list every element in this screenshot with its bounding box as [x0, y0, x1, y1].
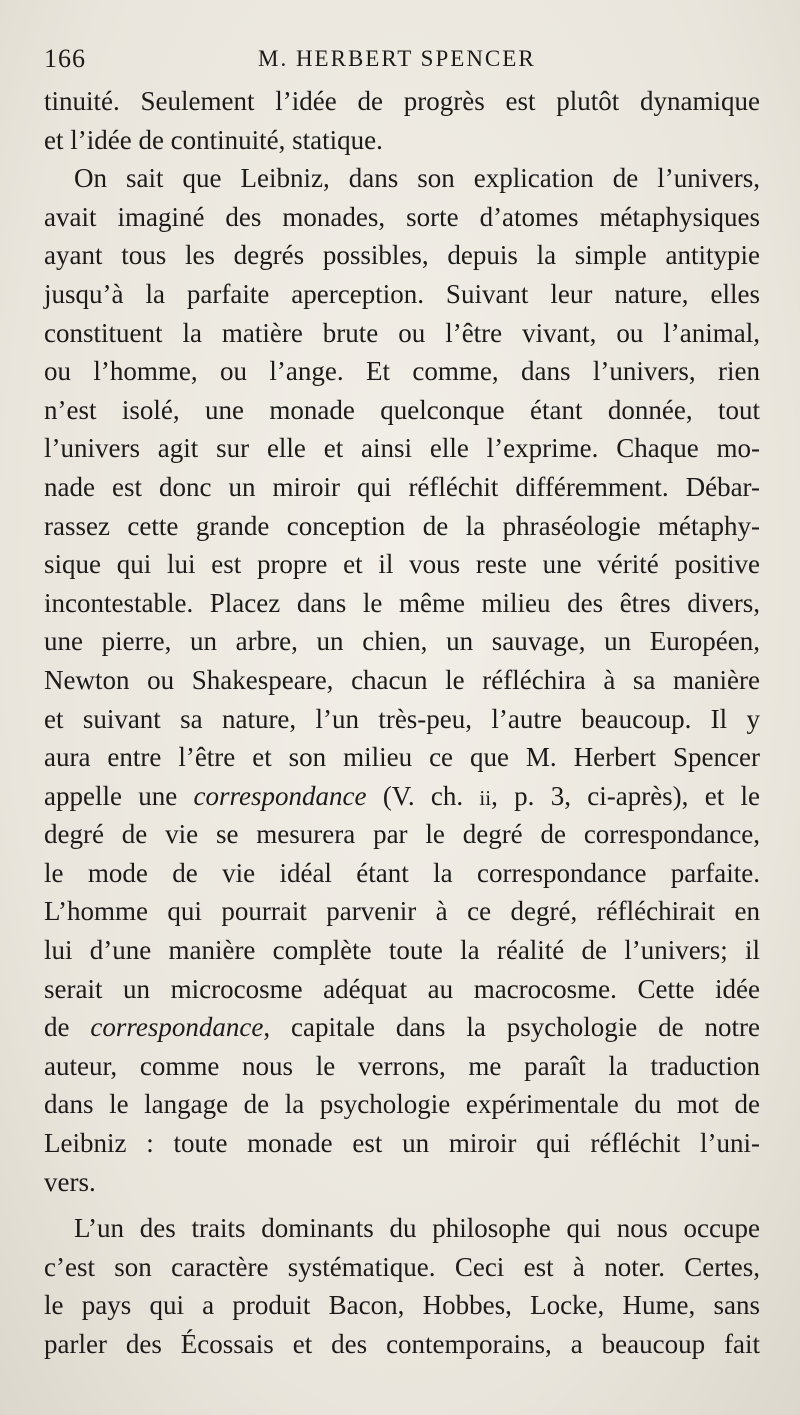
- running-head: M. HERBERT SPENCER: [258, 46, 536, 71]
- text-line: le mode de vie idéal étant la correspondance parfaite.: [44, 857, 760, 888]
- italic-term: correspondance: [90, 1012, 264, 1043]
- italic-term: correspondance: [193, 780, 367, 811]
- text-run: , capitale dans la psychologie de notre: [263, 1012, 760, 1043]
- text-line: et l’idée de continuité, statique.: [44, 124, 383, 155]
- text-line: le pays qui a produit Bacon, Hobbes, Locke, Hume, sans: [44, 1290, 760, 1321]
- text-run: (V. ch.: [366, 780, 480, 811]
- text-line: serait un microcosme adéquat au macrocosme. Cette idée: [44, 973, 760, 1004]
- text-line: parler des Écossais et des contemporains, a beaucoup fait: [44, 1329, 760, 1359]
- text-line: lui d’une manière complète toute la réalité de l’univers; il: [44, 935, 760, 966]
- page-header: [44, 40, 760, 78]
- text-line: aura entre l’être et son milieu ce que M. Herbert Spencer: [44, 742, 760, 773]
- text-run: , p. 3, ci-après), et le: [491, 780, 760, 811]
- text-line: vers.: [44, 1166, 96, 1197]
- text-line: degré de vie se mesurera par le degré de correspondance,: [44, 819, 760, 850]
- body-text: [44, 82, 760, 1364]
- text-run: de: [44, 1012, 91, 1043]
- paragraph-gap: [44, 1201, 760, 1209]
- text-line: c’est son caractère systématique. Ceci est à noter. Certes,: [44, 1251, 760, 1282]
- text-line: sique qui lui est propre et il vous reste une vérité positive: [44, 549, 760, 580]
- text-line: une pierre, un arbre, un chien, un sauvage, un Européen,: [44, 626, 760, 657]
- text-line: dans le langage de la psychologie expérimentale du mot de: [44, 1089, 760, 1120]
- text-run: appelle une: [44, 780, 194, 811]
- text-line: Newton ou Shakespeare, chacun le réfléchira à sa manière: [44, 664, 760, 695]
- text-line: [44, 1008, 760, 1047]
- text-line: et suivant sa nature, l’un très-peu, l’autre beaucoup. Il y: [44, 703, 760, 734]
- text-line: constituent la matière brute ou l’être vivant, ou l’animal,: [44, 317, 760, 348]
- text-line: jusqu’à la parfaite aperception. Suivant leur nature, elles: [44, 278, 760, 309]
- text-line: ou l’homme, ou l’ange. Et comme, dans l’univers, rien: [44, 356, 760, 387]
- text-line: L’homme qui pourrait parvenir à ce degré, réfléchirait en: [44, 896, 760, 927]
- text-line: ayant tous les degrés possibles, depuis la simple antitypie: [44, 240, 760, 271]
- text-line: Leibniz : toute monade est un miroir qui réfléchit l’uni-: [44, 1128, 760, 1159]
- text-line: l’univers agit sur elle et ainsi elle l’exprime. Chaque mo-: [44, 433, 760, 464]
- text-line: incontestable. Placez dans le même milieu des êtres divers,: [44, 587, 760, 618]
- chapter-numeral: ii: [479, 785, 492, 810]
- text-line: rassez cette grande conception de la phraséologie métaphy-: [44, 510, 760, 541]
- text-line: [44, 777, 760, 816]
- text-line: n’est isolé, une monade quelconque étant donnée, tout: [44, 394, 760, 425]
- text-line: avait imaginé des monades, sorte d’atomes métaphysiques: [44, 201, 760, 232]
- text-line: L’un des traits dominants du philosophe qui nous occupe: [74, 1213, 760, 1244]
- text-line: nade est donc un miroir qui réfléchit différemment. Débar-: [44, 471, 760, 502]
- text-line: tinuité. Seulement l’idée de progrès est plutôt dynamique: [44, 86, 760, 116]
- page-number: 166: [44, 44, 86, 73]
- text-line: auteur, comme nous le verrons, me paraît la traduction: [44, 1050, 760, 1081]
- text-line: On sait que Leibniz, dans son explication de l’univers,: [74, 163, 760, 194]
